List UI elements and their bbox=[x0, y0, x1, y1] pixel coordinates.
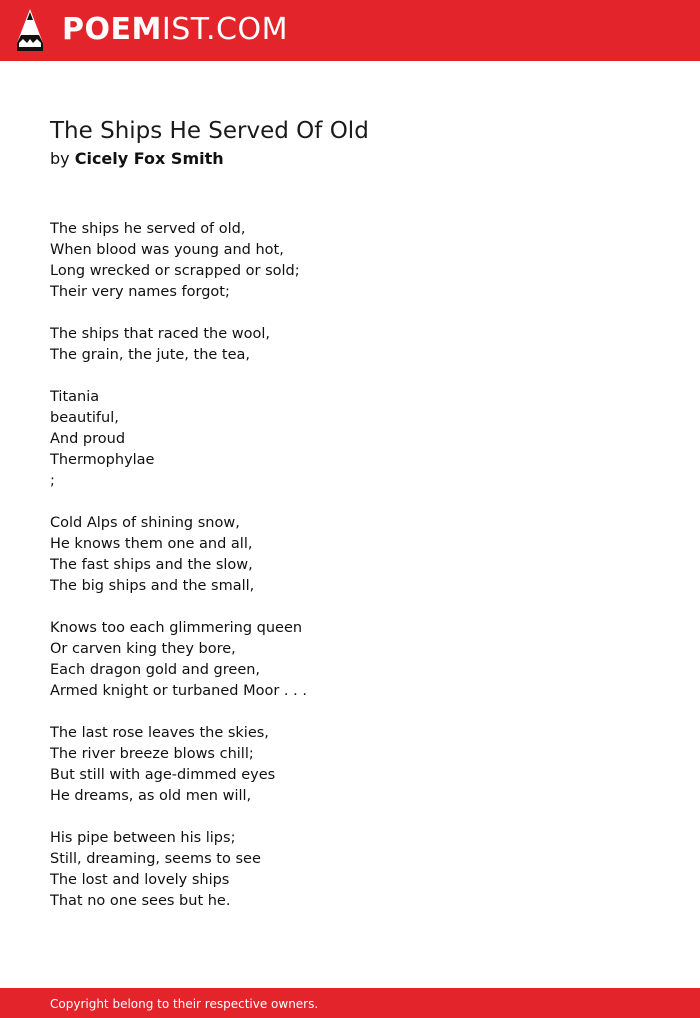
byline bbox=[50, 148, 224, 170]
poem-line: Thermophylae bbox=[50, 452, 155, 468]
poem-line: He dreams, as old men will, bbox=[50, 788, 252, 804]
poem-line: And proud bbox=[50, 431, 126, 447]
poem-line: The grain, the jute, the tea, bbox=[50, 347, 251, 363]
poem-line: Cold Alps of shining snow, bbox=[50, 515, 240, 531]
poem-line: Still, dreaming, seems to see bbox=[50, 851, 261, 867]
header-bar bbox=[0, 0, 700, 61]
poem-stanza bbox=[50, 723, 307, 807]
poem-stanza bbox=[50, 618, 307, 702]
poem-line: Each dragon gold and green, bbox=[50, 662, 261, 678]
pencil-tip-icon bbox=[17, 9, 43, 51]
poem-line: beautiful, bbox=[50, 410, 119, 426]
poem-line: The ships he served of old, bbox=[50, 221, 246, 237]
poem-line: He knows them one and all, bbox=[50, 536, 253, 552]
poem-line: Armed knight or turbaned Moor . . . bbox=[50, 683, 307, 699]
author-name: Cicely Fox Smith bbox=[74, 149, 224, 168]
poem-line: The ships that raced the wool, bbox=[50, 326, 270, 342]
poem-stanza bbox=[50, 513, 307, 597]
poem-line: The big ships and the small, bbox=[50, 578, 255, 594]
poem-title: The Ships He Served Of Old bbox=[50, 118, 369, 144]
copyright-text: Copyright belong to their respective owners. bbox=[50, 997, 319, 1011]
logo-bold-text: POEM bbox=[62, 12, 162, 47]
poem-stanza bbox=[50, 387, 307, 492]
footer-bar bbox=[0, 988, 700, 1018]
poem-line: The lost and lovely ships bbox=[50, 872, 230, 888]
poem-line: But still with age-dimmed eyes bbox=[50, 767, 276, 783]
poem-line: The fast ships and the slow, bbox=[50, 557, 253, 573]
poem-line: The last rose leaves the skies, bbox=[50, 725, 269, 741]
poem-line: Or carven king they bore, bbox=[50, 641, 236, 657]
poem-line: Their very names forgot; bbox=[50, 284, 230, 300]
poem-stanza bbox=[50, 219, 307, 303]
poem-line: Long wrecked or scrapped or sold; bbox=[50, 263, 300, 279]
poem-stanza bbox=[50, 324, 307, 366]
poem-line: ; bbox=[50, 473, 55, 489]
poem-line: His pipe between his lips; bbox=[50, 830, 236, 846]
poem-stanza bbox=[50, 828, 307, 912]
poem-line: Knows too each glimmering queen bbox=[50, 620, 303, 636]
logo-light-text: IST.COM bbox=[161, 12, 288, 47]
by-label: by bbox=[50, 149, 70, 168]
poem-line: When blood was young and hot, bbox=[50, 242, 284, 258]
poem-line: Titania bbox=[50, 389, 100, 405]
poem-body bbox=[50, 219, 307, 933]
poem-line: That no one sees but he. bbox=[50, 893, 231, 909]
poem-line: The river breeze blows chill; bbox=[50, 746, 254, 762]
site-logo[interactable] bbox=[62, 13, 288, 47]
